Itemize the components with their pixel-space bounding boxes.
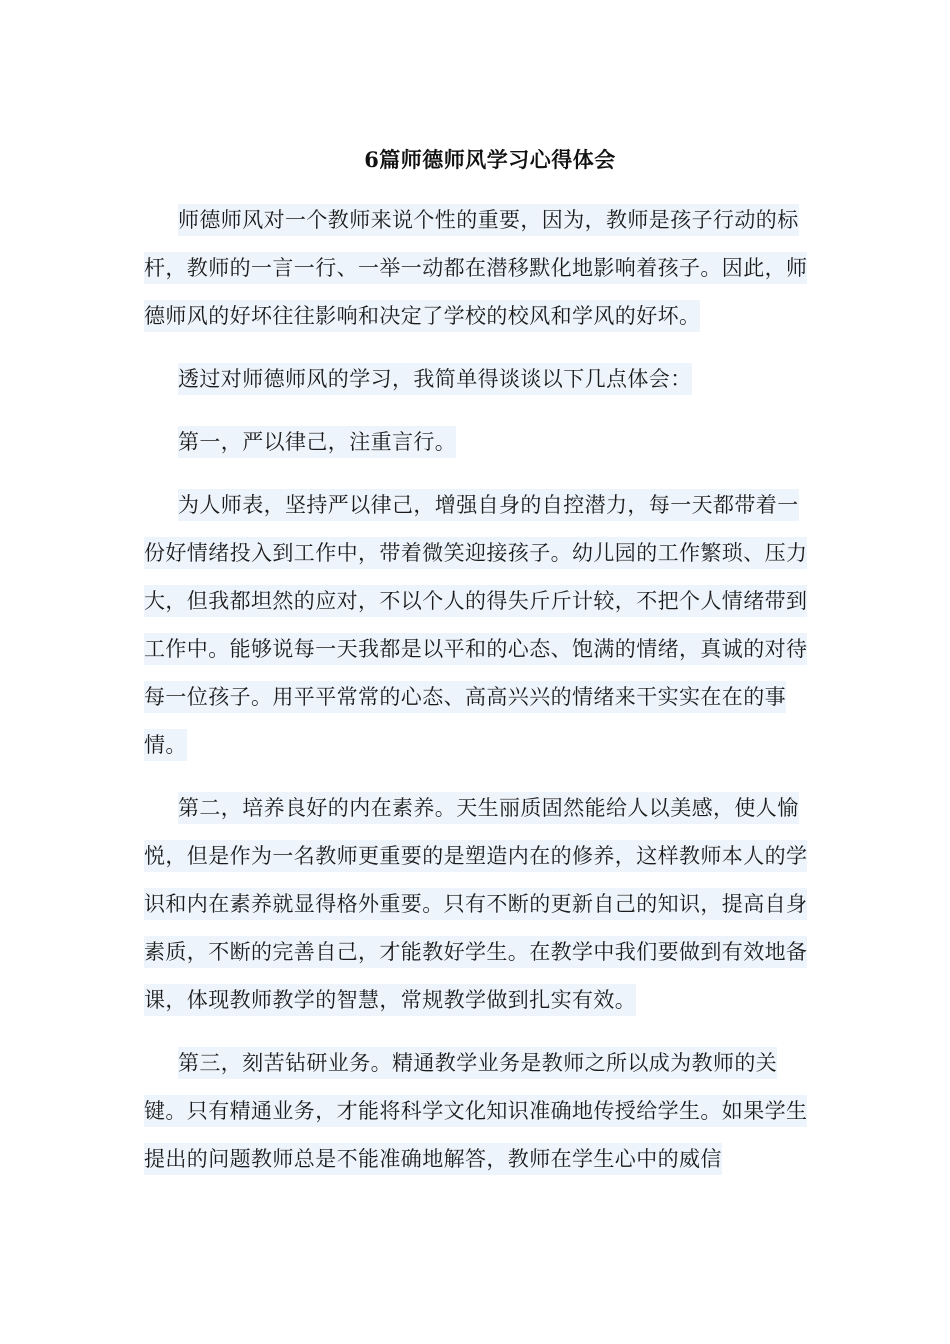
paragraph-lead-in <box>144 355 812 403</box>
paragraph-point-two-text: 第二，培养良好的内在素养。天生丽质固然能给人以美感，使人愉悦，但是作为一名教师更重要的是塑造内在的修养，这样教师本人的学识和内在素养就显得格外重要。只有不断的更新自己的知识，提高自身素质，不断的完善自己，才能教好学生。在教学中我们要做到有效地备课，体现教师教学的智慧，常规教学做到扎实有效。 <box>144 792 807 1016</box>
paragraph-lead-in-text: 透过对师德师风的学习，我简单得谈谈以下几点体会： <box>178 363 692 395</box>
paragraph-intro <box>144 196 812 340</box>
paragraph-point-one-body-text: 为人师表，坚持严以律己，增强自身的自控潜力，每一天都带着一份好情绪投入到工作中，带着微笑迎接孩子。幼儿园的工作繁琐、压力大，但我都坦然的应对，不以个人的得失斤斤计较，不把个人情绪带到工作中。能够说每一天我都是以平和的心态、饱满的情绪，真诚的对待每一位孩子。用平平常常的心态、高高兴兴的情绪来干实实在在的事情。 <box>144 489 807 761</box>
paragraph-intro-text: 师德师风对一个教师来说个性的重要，因为，教师是孩子行动的标杆，教师的一言一行、一举一动都在潜移默化地影响着孩子。因此，师德师风的好坏往往影响和决定了学校的校风和学风的好坏。 <box>144 204 807 332</box>
paragraph-point-one-body <box>144 481 812 769</box>
paragraph-point-one-heading <box>144 418 812 466</box>
paragraph-point-one-heading-text: 第一，严以律己，注重言行。 <box>178 426 456 458</box>
paragraph-point-three-text: 第三，刻苦钻研业务。精通教学业务是教师之所以成为教师的关键。只有精通业务，才能将科学文化知识准确地传授给学生。如果学生提出的问题教师总是不能准确地解答，教师在学生心中的威信 <box>144 1047 807 1175</box>
paragraph-point-three <box>144 1039 812 1183</box>
document-body <box>144 196 812 1183</box>
paragraph-point-two <box>144 784 812 1024</box>
document-title: 6篇师德师风学习心得体会 <box>364 147 616 172</box>
